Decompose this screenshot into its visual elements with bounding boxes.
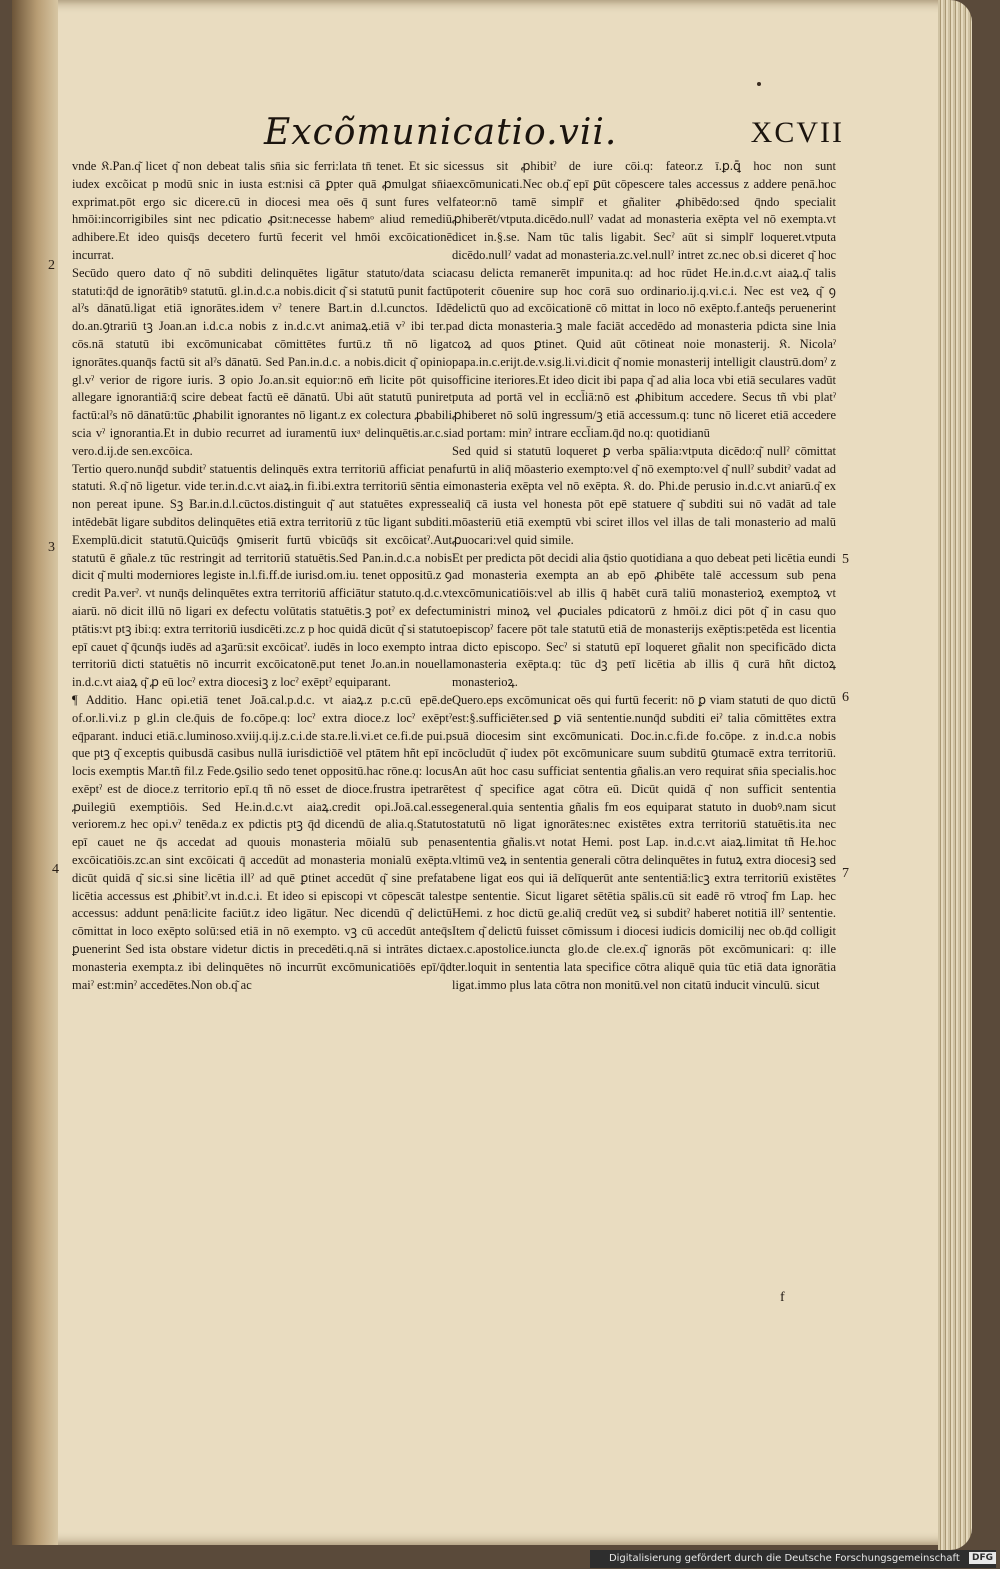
bleed-through-text (26, 150, 56, 1350)
left-column (72, 158, 452, 1308)
paragraph: vnde 𝔎.Pan.q͂ licet q͂ non debeat talis sn̄ia sic ferri:lata tn̄ tenet. Et sic si iudex excõicat p modū snic in iusta est:nisi cā ꝑpter quā ꝓmulgat sn̄ia exprimat.pōt ergo sic dicere.cū in diocesi mea oēs q̄ sunt fures vel hmōi:incorrigibiles sint nec pdicatio ꝓsit:necesse habemᵒ aliud remediū adhibere.Et ideo quisq̄s decetero furtū fecerit vel hmōi excōicationē incurrat. (72, 159, 452, 262)
book-page (12, 0, 972, 1545)
paragraph: Sed quid si statutū loqueret ꝑ verba spālia:vtputa dicēdo:q͂ nullˀ cōmittat furtū in aliq̄ mōasterio exempto:vel q͂ nō exempto:vel q͂ nullˀ subditˀ vadat ad monasteria exēpta vel nō exēpta. 𝔎. do. Phi.de perusio in.d.c.vt aniarū.q͂ ex aliq̄ cā iusta vel honesta pōt epē statuere q͂ subditi sui nō vadāt ad tale mōasteriū etiā exemptū vbi sciret illos vel illas de tali monasterio ad malū ꝓuocari:vel quid simile. (452, 443, 836, 547)
dfg-logo: DFG (969, 1552, 996, 1564)
margin-marker: 5 (842, 552, 849, 567)
margin-marker: 7 (842, 866, 849, 881)
digitization-footer (590, 1550, 996, 1568)
footer-credit: Digitalisierung gefördert durch die Deutsche Forschungsgemeinschaft (608, 1553, 960, 1564)
previous-page-edge (12, 0, 58, 1545)
page-stack-edge (938, 0, 972, 1550)
paragraph: Et per predicta pōt decidi alia q̄stio quotidiana a quo debeat peti licētia eundi ad monasteria exempta an ab epō ꝓhibēte talē accessum sub pena excōmunicatiōis:vel ab illis q̄ habēt curā taliū monasterioꝝ exemptoꝝ vt ministri minoꝝ vel ꝓuciales pdicatorū z hmōi.z dici pōt q͂ in casu quo episcopˀ facere pōt tale statutū etiā de monasterijs exēptis:petēda est licentia a dicto episcopo. Secˀ si statutū epī loqueret gñalit non specificādo dicta monasteria exēpta.q: tūc dꝫ petī licētia ab illis q̄ curā hñt dictoꝝ monasterioꝝ. (452, 550, 836, 690)
ink-dot (757, 82, 761, 86)
margin-marker: 4 (52, 862, 59, 877)
margin-marker: 2 (48, 258, 55, 273)
margin-marker: 6 (842, 690, 849, 705)
paragraph: cessus sit ꝓhibitˀ de iure cōi.q: fateor.z ī.ꝑ.ꝗ̄ hoc non sunt excōmunicati.Nec ob.q͂ epī ꝑūt cōpescere tales accessus z addere penā.hoc fateor:nō tamē simplr̄ et gñaliter ꝓhibēdo:sed q̄ndo specialit ꝓhiberēt/vtputa.dicēdo.nullˀ vadat ad monasteria exēpta vel nō exempta.vt dicet in.§.se. Nam tūc talis ligabit. Secˀ aūt si simplr̄ loqueret.vtputa dicēdo.nullˀ vadat ad monasteria.zc.vel.nullˀ intret zc.nec ob.si diceret q͂ hoc casu delicta remanerēt impunita.q: ad hoc rūdet He.in.d.c.vt aiaꝝ.q͂ talis poterit cōuenire sup hoc corā suo ordinario.ij.q.vi.c.i. Nec est veꝝ q͂ ꝯ delictū quo ad excōicationē cō mittat in loco nō exēpto.f.anteq̄s peruenerint ad dicta monasteria.ꝫ male faciāt accedēdo ad monasteria pdicta sine lnia coꝝ ad quos ꝑtinet. Quid aūt cōtineat noie monasterij. 𝔎. Nicolaˀ papa.in.c.erijt.de.v.sig.li.vi.dicit q͂ nomie monasterij intelligit claustrū.domˀ z officine iteriores.Et ideo dicit ibi papa q͂ ad alia loca vbi etiā seculares vadūt puta ad portā vel in eccl̄iā:nō est ꝓhibitum accedere. Secus tñ vbi platˀ ꝓhiberet nō solū ingressum/ꝫ etiā accessum.q: tunc nō liceret etiā accedere ad portam: minˀ intrare eccl̄iam.q̄d no.q: quotidianū (452, 159, 836, 440)
margin-marker: 3 (48, 540, 55, 555)
running-title: Excõmunicatio.vii. (264, 112, 618, 153)
right-column (452, 158, 836, 1298)
paragraph: Quero.eps excōmunicat oēs qui furtū fecerit: nō ꝑ viam statuti de quo dictū est:§.sufficiēter.sed ꝑ viā sententie.nunq̄d subditi eiˀ talia cōmittētes extra suā diocesim sint excōmunicati. Doc.in.c.fi.de fo.cōpe. z in.d.c.a nobis cōcludūt q͂ iudex pōt excōmunicare suum subditū ꝯtumacē extra territoriū. An aūt hoc casu sufficiat sententia gñalis.an vero requirat sn̄ia specialis.hoc est q͂ specifice agat cōtra eū. Dicūt quidā q͂ non sufficit sententia general.quia sententia gñalis fm eos equiparat statuto in duobꝰ.nam sicut statutū nō ligat ignorātes:nec existētes extra territoriū statuētis.ita nec sententia gñalis.vt notat Hemi. post Lap. in.d.c.vt aiaꝝ.limitat tñ He.hoc vltimū veꝝ in sententia generali cōtra delinquētes in futuꝝ extra diocesiꝫ sed bene ligat eos qui iā delīquerūt ante sententiā:licꝫ extra territoriū existētes tpe sententie. Sicut ligaret sētētia spālis.cū sit eadē rō vtroq͂ fm Lap. hec Hemi. z hoc dictū ge.aliq̄ credūt veꝝ si subditˀ haberet notitiā illˀ sententie. Item q͂ delictū fuisset cōmissum i diocesi iudicis domicilij nec ob.q̄d colligit ex.c.apostolice.iuncta glo.de cle.ex.q͂ ignorās pōt excōmunicari: q: ille ter.loquit in sententia lata specifice cōtra aliquē quia tūc etiā data ignorātia ligat.immo plus lata cōtra non monitū.vel non citatū inducit vinculū. sicut (452, 692, 836, 992)
paragraph: ¶ Additio. Hanc opi.etiā tenet Joā.cal.p.d.c. vt aiaꝝ.z p.c.cū epē.de of.or.li.vi.z p gl.in cle.q̄uis de fo.cōpe.q: locˀ extra dioce.z locˀ exēptˀ eq̄parant. induci etiā.c.luminoso.xviij.q.ij.z.c.i.de sta.re.li.vi.et ce.fi.de pui.p que ptꝫ q͂ exceptis quibusdā casibus nullā iurisdictiōē vel ptātem hñt epī in locis exemptis Mar.tñ fil.z Fede.ꝯsilio sedo tenet oppositū.hac rōne.q: locus exēptˀ est de dioce.z territorio epī.q tñ nō esset de dioce.frustra ipetrarēt ꝓuilegiū exemptiōis. Sed He.in.d.c.vt aiaꝝ.credit opi.Joā.cal.esse veriorem.z hec opi.vˀ tenēda.z ex pdictis ptꝫ q̄d dicendū de alia.q.Statuto epī cauet ne q̄s accedat ad quouis monasteria mōialū sub pena excōicatiōis.zc.an sint excōicati q̄ accedūt ad monasteria monialū exēpta. dicūt quidā q͂ sic.si sine licētia illˀ ad quē ꝑtinet accedūt q͂ sine prefata licētia accessus est ꝓhibitˀ.vt in.d.c.i. Et ideo si episcopi vt cōpescāt tales accessus: addunt penā:licite faciūt.z ideo ligātur. Nec dicendū q͂ delictū cōmittat in loco exēpto solū:sed etiā in nō exempto. vꝫ cū accedūt anteq̄s ꝑuenerint Sed ista obstare videtur dictis in precedēti.q.nā si intrātes dicta monasteria exempta.z ibi delinquētes nō incurrūt excōmunicatiōēs epī/q̄d maiˀ est:minˀ accedētes.Non ob.q͂ ac (72, 692, 452, 992)
folio-number: XCVII (750, 116, 844, 149)
paragraph: Tertio quero.nunq̄d subditˀ statuentis delinquēs extra territoriū afficiat pena statuti. 𝔎.q͂ nō ligetur. vide ter.in.d.c.vt aiaꝝ.in fi.ibi.extra territoriū sēntia ei non pereat ipune. Sꝫ Bar.in.d.l.cūctos.distinguit q͂ aut statuētes expresse intēdebāt ligare subditos delinquētes etiā extra territoriū z tūc ligant subditi. Exemplū.dicit statutū.Quicūq̄s ꝯmiserit furtū vbicūq̄s sit excōicatˀ.Aut statutū ē gñale.z tūc restringit ad territoriū statuētis.Sed Pan.in.d.c.a nobis dicit q͂ multi moderniores legiste in.l.fi.ff.de iurisd.om.iu. tenet oppositū.z ꝯ credit Pa.verˀ. vt nunq̄s delinquētes extra territoriū afficiātur statuto.q.d.c.vt aiarū. nō dicit illū nō ligari ex defectu volūtatis statuētis.ꝫ potˀ ex defectu ptātis:vt ptꝫ ibi:q: extra territoriū iusdicēti.zc.z p hoc quidā dicūt q͂ si statuto epī cauet q͂ q̄cunq̄s iudēs ad aꝫarū:sit excōicatˀ. iudēs in loco exempto intra territoriū dicti statuētis nō incurrit excōicatonē.put tenet Jo.an.in nouella in.d.c.vt aiaꝝ q͂ ꝓ eū locˀ extra diocesiꝫ z locˀ exēptˀ equiparant. (72, 461, 452, 690)
paragraph: Secūdo quero dato q͂ nō subditi delinquētes ligātur statuto/data scia statuti:q̄d de ignorātibꝰ statutū. gl.in.d.c.a nobis.dicit q͂ si statutū punit factū alˀs dānatū.ligat etiā ignorātes.idem vˀ tenere Bart.in d.l.cunctos. Idē do.an.ꝯtrariū tꝫ Joan.an i.d.c.a nobis z in.d.c.vt animaꝝ.etiā vˀ ibi ter.p cōs.nā statutū ibi excōmunicabat cōmittētes furtū.z tñ nō ligat ignorātes.quanq̄s factū sit alˀs dānatū. Sed Pan.in.d.c. a nobis.dicit q͂ opinio gl.vˀ verior de rigore iuris. Ꝫ opio Jo.an.sit equior:nō em̄ licite pōt quis allegare ignorantiā:q̄ scire debeat factū eē dānatū. Ubi aūt statutū puniret factū:alˀs nō dānatū:tūc ꝓhabilit ignorantes nō ligant.z ex colectura ꝓbabili scia vˀ ignorantia.Et in dubio recurret ad iuramentū iuxᵃ delinquētis.ar.c.si vero.d.ij.de sen.excōica. (72, 265, 452, 458)
catchword: f (780, 1290, 785, 1305)
